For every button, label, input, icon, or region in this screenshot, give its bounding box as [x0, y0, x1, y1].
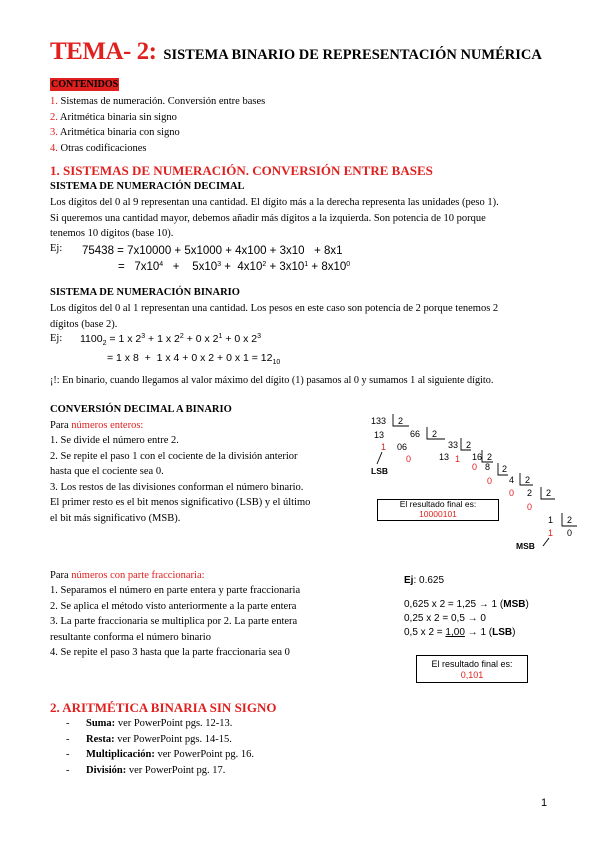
page-title [50, 38, 542, 66]
binary-note: ¡!: En binario, cuando llegamos al valor máximo del dígito (1) pasamos al 0 y sumamos 1 al siguiente dígito. [50, 375, 494, 386]
contents-item: 4. Otras codificaciones [50, 142, 147, 154]
tema-label: TEMA- 2: [50, 38, 157, 65]
remainder: 0 [527, 502, 533, 512]
dividend: 1 [548, 515, 554, 525]
dec2bin-result-box [377, 499, 499, 521]
frac-step-3: 0,5 x 2 = 1,00 → 1 (LSB) [404, 627, 516, 638]
tema-title: SISTEMA BINARIO DE REPRESENTACIÓN NUMÉRICA [163, 47, 542, 63]
contents-block [50, 74, 265, 156]
frac-intro: Para números con parte fraccionaria: [50, 570, 205, 581]
result-label: El resultado final es: [399, 499, 477, 509]
decimal-equation-2: = $7x10^4$ + $5x10^3 + 4x10^2 + 3x10^1 + 8x10^0$ [118, 261, 351, 273]
result-value: 0,101 [460, 670, 484, 680]
remainder: 0 [487, 476, 493, 486]
final-quotient: 0 [567, 528, 573, 538]
binary-ej: Ej: [50, 333, 63, 344]
divisor: 2 [525, 475, 531, 485]
dividend: 16 [472, 452, 483, 462]
divisor: 2 [432, 429, 438, 439]
frac-step-1: 0,625 x 2 = 1,25 → 1 (MSB) [404, 599, 529, 610]
remainder: 1 [455, 454, 461, 464]
remainder: 0 [509, 488, 515, 498]
dividend: 8 [485, 462, 491, 472]
dec2bin-intro: Para números enteros: [50, 420, 144, 431]
dec2bin-title: CONVERSIÓN DECIMAL A BINARIO [50, 404, 232, 415]
list-item: - Multiplicación: ver PowerPoint pg. 16. [52, 747, 254, 763]
result-value: 10000101 [419, 508, 457, 519]
binary-equation-2: = 1 x 8 + 1 x 4 + 0 x 2 + 0 x $1 = 12_{10}$ [107, 352, 281, 366]
section1-heading: 1. SISTEMAS DE NUMERACIÓN. CONVERSIÓN ENTRE BASES [50, 163, 433, 178]
section2-heading: 2. ARITMÉTICA BINARIA SIN SIGNO [50, 700, 277, 715]
partial: 13 [374, 430, 385, 440]
binary-equation-1: $1100_2 = 1$ x $2^3 + 1$ x $2^2 + 0$ x $2^1 + 0$ x $2^3$ [80, 333, 262, 347]
frac-example [404, 574, 529, 640]
page-number: 1 [541, 797, 548, 809]
division-diagram [365, 410, 600, 560]
remainder: 0 [406, 454, 412, 464]
divisor: 2 [567, 515, 573, 525]
contents-label: CONTENIDOS [51, 79, 119, 90]
decimal-title: SISTEMA DE NUMERACIÓN DECIMAL [50, 181, 245, 192]
divisor: 2 [487, 452, 493, 462]
divisor: 2 [398, 416, 404, 426]
frac-steps: 1. Separamos el número en parte entera y parte fraccionaria 2. Se aplica el método visto anteriormente a la parte entera 3. La parte fraccionaria se multiplica por 2. La parte entera resultante conforma el número binario 4. Se repite el paso 3 hasta que la parte fraccionaria sea 0 [50, 585, 301, 658]
binary-paragraph: Los dígitos del 0 al 1 representan una cantidad. Los pesos en este caso son potencia de 2 porque tenemos 2 dígitos (base 2). [50, 303, 499, 330]
decimal-equation-1: 75438 = 7x10000 + 5x1000 + 4x100 + 3x10 + 8x1 [82, 245, 343, 257]
contents-item: 1. Sistemas de numeración. Conversión entre bases [50, 96, 266, 107]
divisor: 2 [502, 464, 508, 474]
section2-list [52, 716, 254, 778]
dividend: 66 [410, 429, 421, 439]
remainder: 1 [548, 528, 554, 538]
partial: 06 [397, 442, 408, 452]
frac-result-box [416, 655, 528, 683]
dividend: 4 [509, 475, 515, 485]
partial: 13 [439, 452, 450, 462]
decimal-ej: Ej: [50, 243, 63, 254]
dividend: 2 [527, 488, 533, 498]
decimal-paragraph: Los dígitos del 0 al 9 representan una cantidad. El dígito más a la derecha representa las unidades (peso 1). Si queremos una cantidad mayor, debemos añadir más dígitos a la izquierda. Son potencia de 10 porque tenemos 10 dígitos (base 10). [50, 197, 499, 239]
divisor: 2 [466, 440, 472, 450]
dividend: 33 [448, 440, 459, 450]
result-label: El resultado final es: [431, 659, 513, 669]
frac-ej: Ej: 0.625 [404, 575, 445, 586]
binary-title: SISTEMA DE NUMERACIÓN BINARIO [50, 287, 240, 298]
dividend: 133 [371, 416, 387, 426]
frac-step-2: 0,25 x 2 = 0,5 → 0 [404, 613, 486, 624]
remainder: 1 [381, 442, 387, 452]
remainder: 0 [472, 462, 478, 472]
list-item: - Resta: ver PowerPoint pgs. 14-15. [52, 732, 254, 748]
lsb-label: LSB [371, 466, 388, 476]
list-item: - Suma: ver PowerPoint pgs. 12-13. [52, 716, 254, 732]
list-item: - División: ver PowerPoint pg. 17. [52, 763, 254, 779]
contents-item: 3. Aritmética binaria con signo [50, 127, 180, 138]
divisor: 2 [546, 488, 552, 498]
contents-item: 2. Aritmética binaria sin signo [50, 111, 177, 123]
dec2bin-steps: 1. Se divide el número entre 2. 2. Se repite el paso 1 con el cociente de la división anterior hasta que el cociente sea 0. 3. Los restos de las divisiones conforman el número binario. El primer resto es el bit menos significativo (LSB) y el último el bit más significativo (MSB). [50, 435, 311, 524]
contents-list [50, 94, 265, 156]
msb-label: MSB [516, 541, 535, 551]
